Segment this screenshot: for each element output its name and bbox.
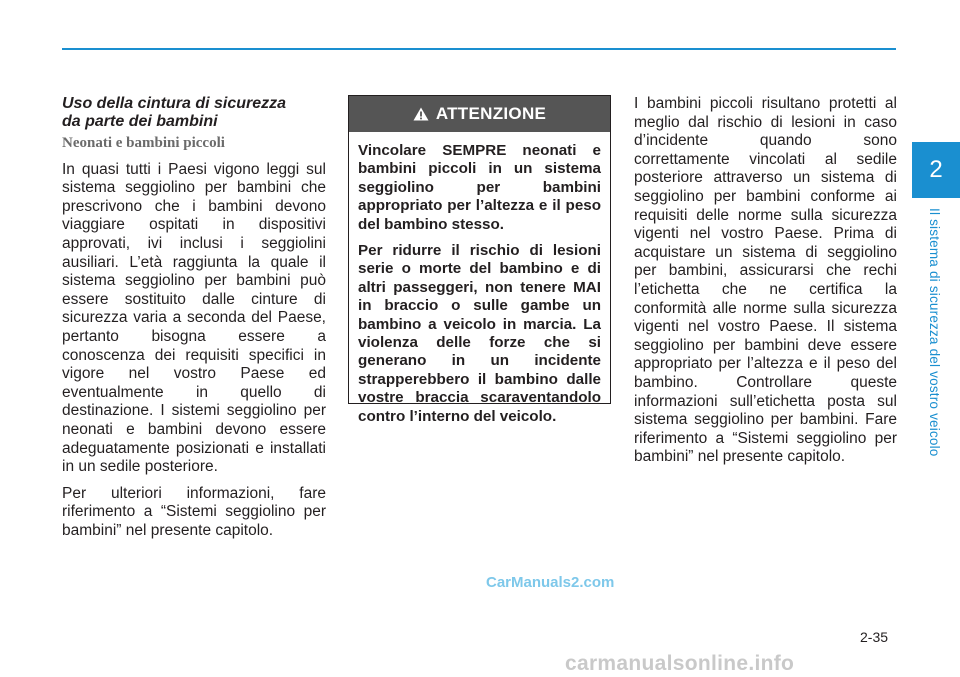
left-column xyxy=(62,95,326,548)
left-paragraph-2: Per ulteriori informazioni, fare riferimento a “Sistemi seggiolino per bambini” nel presente capitolo. xyxy=(62,484,326,539)
footer-watermark: carmanualsonline.info xyxy=(565,652,795,675)
warning-header xyxy=(349,96,610,132)
warning-title: ATTENZIONE xyxy=(435,104,547,123)
warning-paragraph-1: Vincolare SEMPRE neonati e bambini piccoli in un sistema seggiolino per bambini appropriato per l’altezza e il peso del bambino stesso. xyxy=(358,142,601,233)
warning-paragraph-2: Per ridurre il rischio di lesioni serie o morte del bambino e di altri passeggeri, non tenere MAI in braccio o sulle gambe un bambino a veicolo in marcia. La violenza delle forze che si generano in un incidente strapperebbero il bambino dalle vostre braccia scaraventandolo contro l’interno del veicolo. xyxy=(358,242,601,425)
section-heading-line2: da parte dei bambini xyxy=(62,113,218,130)
subheading: Neonati e bambini piccoli xyxy=(62,135,225,151)
section-heading xyxy=(62,95,326,131)
warning-triangle-icon xyxy=(413,107,429,121)
right-column xyxy=(634,95,897,475)
right-paragraph-1: I bambini piccoli risultano protetti al meglio dal rischio di lesioni in caso d’incidente quando sono correttamente vincolati al sedile posteriore attraverso un sistema di seggiolino per bambini conforme ai requisiti delle norme sulla sicurezza vigenti nel vostro Paese. Prima di acquistare un sistema di seggiolino per bambini, assicurarsi che rechi l’etichetta che ne certifica la conformità alle norme sulla sicurezza vigenti nel vostro Paese. Il sistema seggiolino per bambini deve essere appropriato per l’altezza e il peso del bambino. Controllare queste informazioni sull’etichetta posta sul sistema seggiolino per bambini. Fare riferimento a “Sistemi seggiolino per bambini” nel presente capitolo. xyxy=(634,95,897,466)
warning-body xyxy=(349,132,610,426)
top-rule xyxy=(62,48,896,50)
section-heading-line1: Uso della cintura di sicurezza xyxy=(62,95,287,112)
chapter-tab: 2 xyxy=(912,142,960,198)
left-paragraph-1: In quasi tutti i Paesi vigono leggi sul sistema seggiolino per bambini che prescrivono che i bambini devono viaggiare ospitati in dispositivi approvati, ivi inclusi i seggiolini ausiliari. L’età raggiunta la quale il sistema seggiolino per bambini può essere sostituito dalle cinture di sicurezza varia a seconda del Paese, pertanto bisogna essere a conoscenza dei requisiti specifici in vigore nel vostro Paese ed eventualmente in quello di destinazione. I sistemi seggiolino per neonati e bambini devono essere adeguatamente posizionati e installati in un sedile posteriore. xyxy=(62,160,326,476)
chapter-title: Il sistema di sicurezza del vostro veicolo xyxy=(927,208,942,457)
warning-box xyxy=(348,95,611,425)
page-number: 2-35 xyxy=(860,629,889,645)
watermark: CarManuals2.com xyxy=(486,574,615,591)
